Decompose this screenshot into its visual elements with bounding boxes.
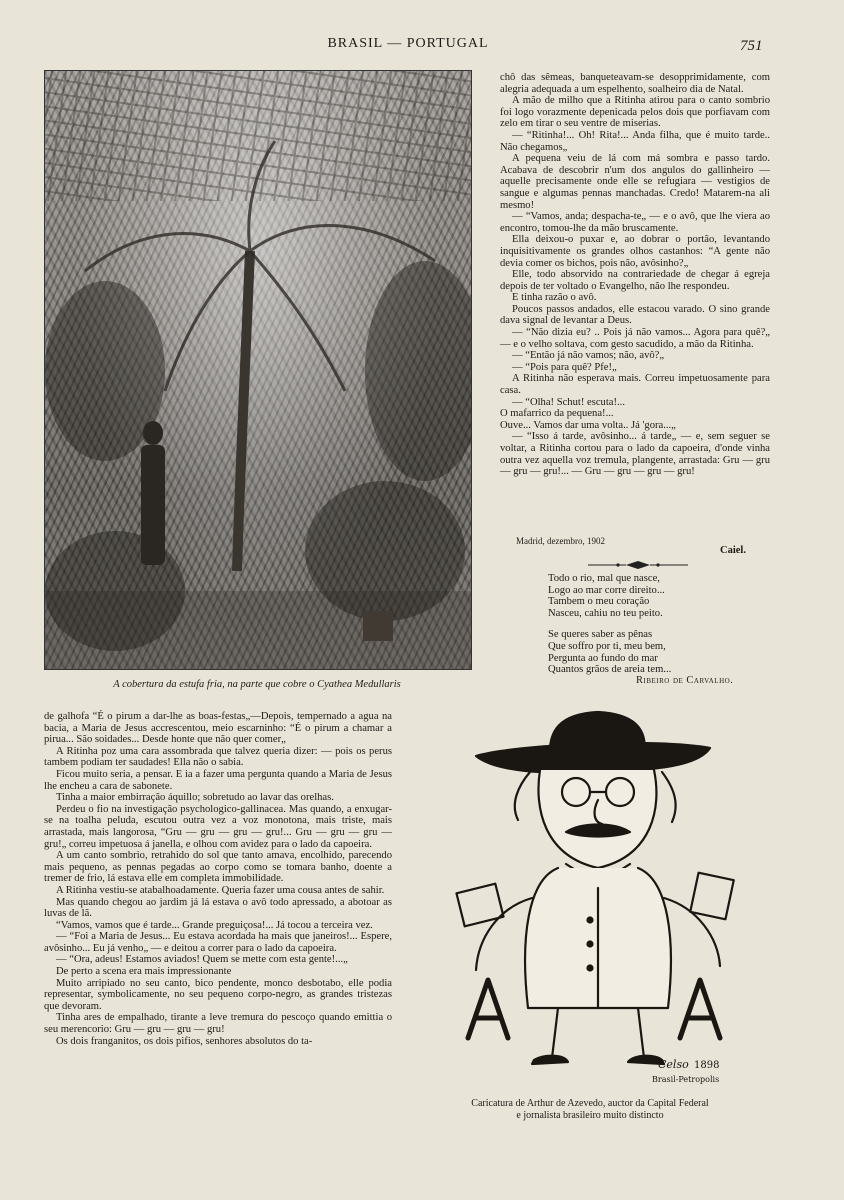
poem-line: Tambem o meu coração [548,596,650,608]
paragraph: — “Ritinha!... Oh! Rita!... Anda filha, que é muito tarde.. Não chegamos„ [500,129,770,153]
cartoon-caption-line1: Caricatura de Arthur de Azevedo, auctor da Capital Federal [471,1098,709,1109]
greenhouse-illustration [45,71,471,669]
poem-line: Pergunta ao fundo do mar [548,652,658,664]
cartoon-caption-line2: e jornalista brasileiro muito distincto [516,1110,664,1121]
paragraph: — “Pois para quê? Pfe!„ [512,361,617,373]
page-number: 751 [740,38,763,54]
left-column-text [44,711,392,1047]
paragraph: A mão de milho que a Ritinha atirou para o canto sombrio foi logo vorazmente depenicada pelos dois que porfiavam com zelo em tirar o seu ventre de miserias. [500,95,770,130]
paragraph: E tinha razão o avô. [512,292,597,304]
paragraph: A Ritinha não esperava mais. Correu impetuosamente para casa. [500,373,770,397]
photo-caption: A cobertura da estufa fria, na parte que cobre o Cyathea Medullaris [113,679,401,690]
paragraph: Ouve... Vamos dar uma volta.. Já 'gora...„ [500,419,676,431]
paragraph: A pequena veiu de lá com má sombra e passo tardo. Acabava de descobrir n'um dos angulos do gallinheiro — aquelle precisamente onde elle se refugiara — vestigios de sangue e algumas pennas manchadas. Credo! Matarem-na ali mesmo! [500,153,770,211]
paragraph: Mas quando chegou ao jardim já lá estava o avô todo apressado, a abotoar as luvas de lã. [44,896,392,920]
poem [548,573,778,676]
paragraph: A um canto sombrio, retrahido do sol que tanto amava, encolhido, parecendo mais pequeno, as pennas pegadas ao corpo como se tomara banho, doente a tremer de frio, lá estava elle em completa immobilidade. [44,850,392,885]
dateline: Madrid, dezembro, 1902 [516,536,605,546]
poem-line: Quantos grãos de areia tem... [548,664,672,676]
paragraph: chô das sêmeas, banqueteavam-se desopprimidamente, com alegria adequada a um espelhento, soalheiro dia de Natal. [500,72,770,95]
paragraph: — “Olha! Schut! escuta!... [512,396,625,408]
right-column-text [500,72,770,478]
caricature-illustration [448,708,738,1090]
paragraph: O mafarrico da pequena!... [500,408,614,420]
cartoon-signature-year: 1898 [694,1060,720,1071]
poem-line: Logo ao mar corre direito... [548,584,665,596]
paragraph: Elle, todo absorvido na contrariedade de chegar á egreja depois de ter voltado o Evangelho, não lhe respondeu. [500,269,770,292]
paragraph: De perto a scena era mais impressionante [56,966,232,978]
running-header: BRASIL — PORTUGAL [327,36,489,51]
paragraph: — “Vamos, anda; despacha-te„ — e o avô, que lhe viera ao encontro, tomou-lhe da mão bruscamente. [500,211,770,234]
paragraph: Poucos passos andados, elle estacou varado. O sino grande dava signal de levantar a Deus. [500,303,770,327]
paragraph: de galhofa “É o pirum a dar-lhe as boas-festas„—Depois, tempernado a agua na bacia, a Maria de Jesus accrescentou, meio escarninho: “É o pirum a chamar a pirua... São soidades... Desde honte que não quer comer„ [44,711,392,746]
paragraph: A Ritinha vestiu-se atabalhoadamente. Queria fazer uma cousa antes de sahir. [56,884,385,896]
paragraph: Ficou muito seria, a pensar. E ia a fazer uma pergunta quando a Maria de Jesus lhe encheu a cara de sabonete. [44,768,392,792]
paragraph: “Vamos, vamos que é tarde... Grande preguiçosa!... Já tocou a terceira vez. [56,919,373,931]
paragraph: A Ritinha poz uma cara assombrada que talvez queria dizer: — pois os perus tambem podiam ter saudades! Ella não o sabia. [44,745,392,769]
paragraph: Tinha ares de empalhado, tirante a leve tremura do pescoço quando emittia o seu merencorio: Gru — gru — gru — gru! [44,1012,392,1036]
cartoon-caption [430,1098,750,1122]
paragraph: Ella deixou-o puxar e, ao dobrar o portão, levantando inquisitivamente os grandes olhos castanhos: “A gente não devia comer os bichos, pois não, avôsinho?„ [500,234,770,269]
story-author: Caiel. [720,545,746,556]
poem-line: Todo o rio, mal que nasce, [548,573,660,584]
greenhouse-photo [44,70,472,670]
paragraph: Perdeu o fio na investigação psychologico-gallinacea. Mas quando, a enxugar-se na toalha peluda, escutou outra vez a voz monotona, mais triste, mais arrastada, mais langorosa, “Gru — gru — gru — gru!... Gru — gru — gru — gru!„ correu impetuosa á janella, e olhou com avidez para o lado da capoeira. [44,803,392,850]
poem-author: Ribeiro de Carvalho. [636,675,734,686]
poem-line: Que soffro por ti, meu bem, [548,640,666,652]
cartoon-signature-place: Brasil-Petropolis [652,1075,720,1084]
poem-line: Nasceu, cahiu no teu peito. [548,607,663,619]
paragraph: — “Foi a Maria de Jesus... Eu estava acordada ha mais que janeiros!... Espere, avôsinho... Eu já venho„ — e deitou a correr para o lado da capoeira. [44,931,392,954]
cartoon-signature: Celso [658,1058,689,1071]
paragraph: Os dois franganitos, os dois pifios, senhores absolutos do ta- [56,1035,313,1047]
paragraph: — “Não dizia eu? .. Pois já não vamos... Agora para quê?„ — e o velho soltava, com gesto sacudido, a mão da Ritinha. [500,327,770,350]
paragraph: Tinha a maior embirração áquillo; sobretudo ao lavar das orelhas. [56,792,334,804]
paragraph: — “Ora, adeus! Estamos aviados! Quem se mette com esta gente!...„ [56,954,348,966]
paragraph: — “Então já não vamos; não, avô?„ [512,350,665,362]
ornament-divider-icon [588,560,688,570]
paragraph: Muito arripiado no seu canto, bico pendente, monco desbotabo, elle podia representar, symbolicamente, no seu pequeno corpo-negro, as grandes tristezas que devoram. [44,977,392,1012]
poem-line: Se queres saber as pênas [548,629,653,641]
paragraph: — “Isso á tarde, avôsinho... á tarde„ — e, sem seguer se voltar, a Ritinha cortou para o lado da capoeira, d'onde vinha outra vez aquella voz tremula, plangente, arrastada: Gru — gru — gru — gru!... — Gru — gru — gru — gru! [500,431,770,478]
